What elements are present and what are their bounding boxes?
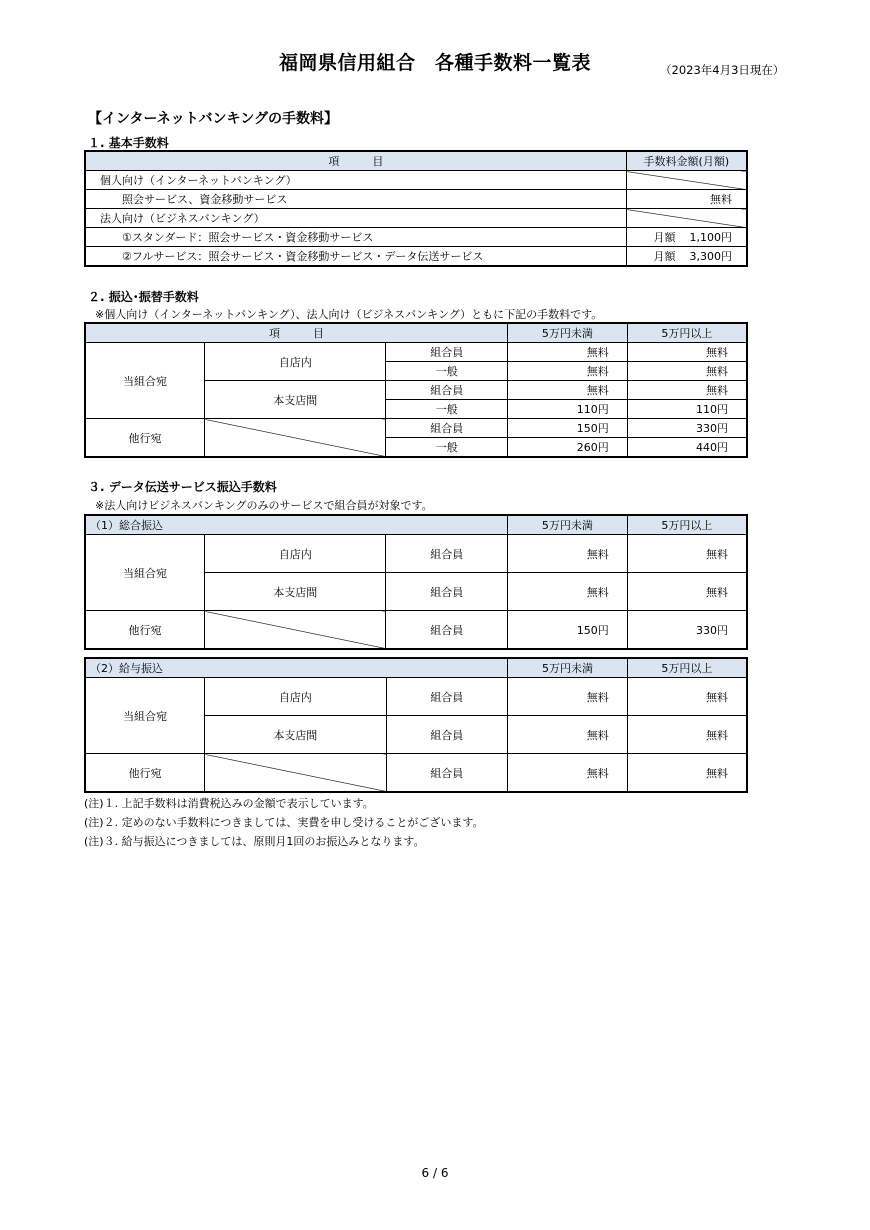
member-label: 組合員 <box>386 419 508 438</box>
table-row <box>85 754 747 793</box>
row-fee <box>626 247 747 267</box>
fee-over: 無料 <box>627 716 747 754</box>
table-row <box>85 678 747 716</box>
table-row <box>85 419 747 438</box>
table-header-row <box>85 515 747 535</box>
table-row <box>85 535 747 573</box>
fee-over: 無料 <box>627 362 747 381</box>
diagonal-cell <box>205 611 386 650</box>
member-label: 組合員 <box>386 573 508 611</box>
header-fee: 手数料金額(月額) <box>626 151 747 171</box>
fee-over: 無料 <box>627 678 747 716</box>
branch-between: 本支店間 <box>205 381 386 419</box>
diagonal-cell <box>626 171 747 190</box>
s2-note: ※個人向け（インターネットバンキング）、法人向け（ビジネスバンキング）ともに下記の手数料です。 <box>95 308 603 321</box>
branch-between: 本支店間 <box>205 716 386 754</box>
section-heading: 【インターネットバンキングの手数料】 <box>88 111 339 127</box>
header-under-50k: 5万円未満 <box>508 515 628 535</box>
fee-under: 無料 <box>508 381 628 400</box>
fee-over: 無料 <box>627 754 747 793</box>
fee-over: 330円 <box>627 419 747 438</box>
s2-heading: ２. 振込･振替手数料 <box>88 290 199 304</box>
basic-fee-table <box>84 150 748 267</box>
row-label: ①スタンダード：照会サービス・資金移動サービス <box>85 228 626 247</box>
fee-under: 110円 <box>508 400 628 419</box>
general-label: 一般 <box>386 400 508 419</box>
fee-amount: 1,100円 <box>689 231 732 244</box>
header-over-50k: 5万円以上 <box>627 658 747 678</box>
member-label: 組合員 <box>386 343 508 362</box>
member-label: 組合員 <box>386 611 508 650</box>
branch-same: 自店内 <box>205 535 386 573</box>
fee-over: 無料 <box>627 381 747 400</box>
group-other: 他行宛 <box>85 419 205 458</box>
fee-under: 150円 <box>508 419 628 438</box>
fee-over: 無料 <box>627 573 747 611</box>
bulk-transfer-table <box>84 514 748 650</box>
footnote-1: (注)１. 上記手数料は消費税込みの金額で表示しています。 <box>84 797 374 810</box>
branch-same: 自店内 <box>205 678 386 716</box>
table-header-row <box>85 151 747 171</box>
fee-over: 330円 <box>627 611 747 650</box>
table-title: （1）総合振込 <box>85 515 508 535</box>
as-of-date: （2023年4月3日現在） <box>660 63 785 77</box>
fee-amount: 3,300円 <box>689 250 732 263</box>
diagonal-cell <box>205 754 386 793</box>
footnote-3: (注)３. 給与振込につきましては、原則月1回のお振込みとなります。 <box>84 835 425 848</box>
branch-same: 自店内 <box>205 343 386 381</box>
fee-prefix: 月額 <box>653 231 676 244</box>
table-row <box>85 171 747 190</box>
page-title: 福岡県信用組合 各種手数料一覧表 <box>278 52 591 74</box>
s1-heading: １. 基本手数料 <box>88 136 169 150</box>
member-label: 組合員 <box>386 754 508 793</box>
table-header-row <box>85 658 747 678</box>
header-item: 項 目 <box>85 151 626 171</box>
fee-under: 無料 <box>508 535 628 573</box>
row-fee: 無料 <box>626 190 747 209</box>
table-row <box>85 228 747 247</box>
general-label: 一般 <box>386 438 508 458</box>
table-row <box>85 209 747 228</box>
member-label: 組合員 <box>386 535 508 573</box>
page-number: 6 / 6 <box>421 1166 449 1180</box>
row-label: ②フルサービス：照会サービス・資金移動サービス・データ伝送サービス <box>85 247 626 267</box>
fee-under: 150円 <box>508 611 628 650</box>
row-label: 照会サービス、資金移動サービス <box>85 190 626 209</box>
transfer-fee-table <box>84 322 748 458</box>
fee-under: 260円 <box>508 438 628 458</box>
group-other: 他行宛 <box>85 611 205 650</box>
payroll-transfer-table <box>84 657 748 793</box>
fee-under: 無料 <box>508 754 628 793</box>
group-own: 当組合宛 <box>85 343 205 419</box>
group-own: 当組合宛 <box>85 535 205 611</box>
s3-heading: ３. データ伝送サービス振込手数料 <box>88 480 277 494</box>
member-label: 組合員 <box>386 381 508 400</box>
header-under-50k: 5万円未満 <box>508 658 628 678</box>
header-over-50k: 5万円以上 <box>627 323 747 343</box>
row-label: 個人向け（インターネットバンキング） <box>85 171 626 190</box>
table-title: （2）給与振込 <box>85 658 508 678</box>
table-header-row <box>85 323 747 343</box>
group-other: 他行宛 <box>85 754 205 793</box>
table-row <box>85 190 747 209</box>
group-own: 当組合宛 <box>85 678 205 754</box>
fee-prefix: 月額 <box>653 250 676 263</box>
header-over-50k: 5万円以上 <box>627 515 747 535</box>
diagonal-cell <box>626 209 747 228</box>
fee-over: 110円 <box>627 400 747 419</box>
diagonal-cell <box>205 419 386 458</box>
fee-under: 無料 <box>508 678 628 716</box>
row-label: 法人向け（ビジネスバンキング） <box>85 209 626 228</box>
member-label: 組合員 <box>386 716 508 754</box>
table-row <box>85 247 747 267</box>
fee-under: 無料 <box>508 362 628 381</box>
fee-under: 無料 <box>508 573 628 611</box>
fee-over: 440円 <box>627 438 747 458</box>
branch-between: 本支店間 <box>205 573 386 611</box>
s3-note: ※法人向けビジネスバンキングのみのサービスで組合員が対象です。 <box>95 499 433 512</box>
member-label: 組合員 <box>386 678 508 716</box>
fee-under: 無料 <box>508 343 628 362</box>
table-row <box>85 611 747 650</box>
header-under-50k: 5万円未満 <box>508 323 628 343</box>
general-label: 一般 <box>386 362 508 381</box>
header-item: 項 目 <box>85 323 508 343</box>
row-fee <box>626 228 747 247</box>
table-row <box>85 343 747 362</box>
footnote-2: (注)２. 定めのない手数料につきましては、実費を申し受けることがございます。 <box>84 816 484 829</box>
fee-under: 無料 <box>508 716 628 754</box>
fee-over: 無料 <box>627 535 747 573</box>
fee-over: 無料 <box>627 343 747 362</box>
